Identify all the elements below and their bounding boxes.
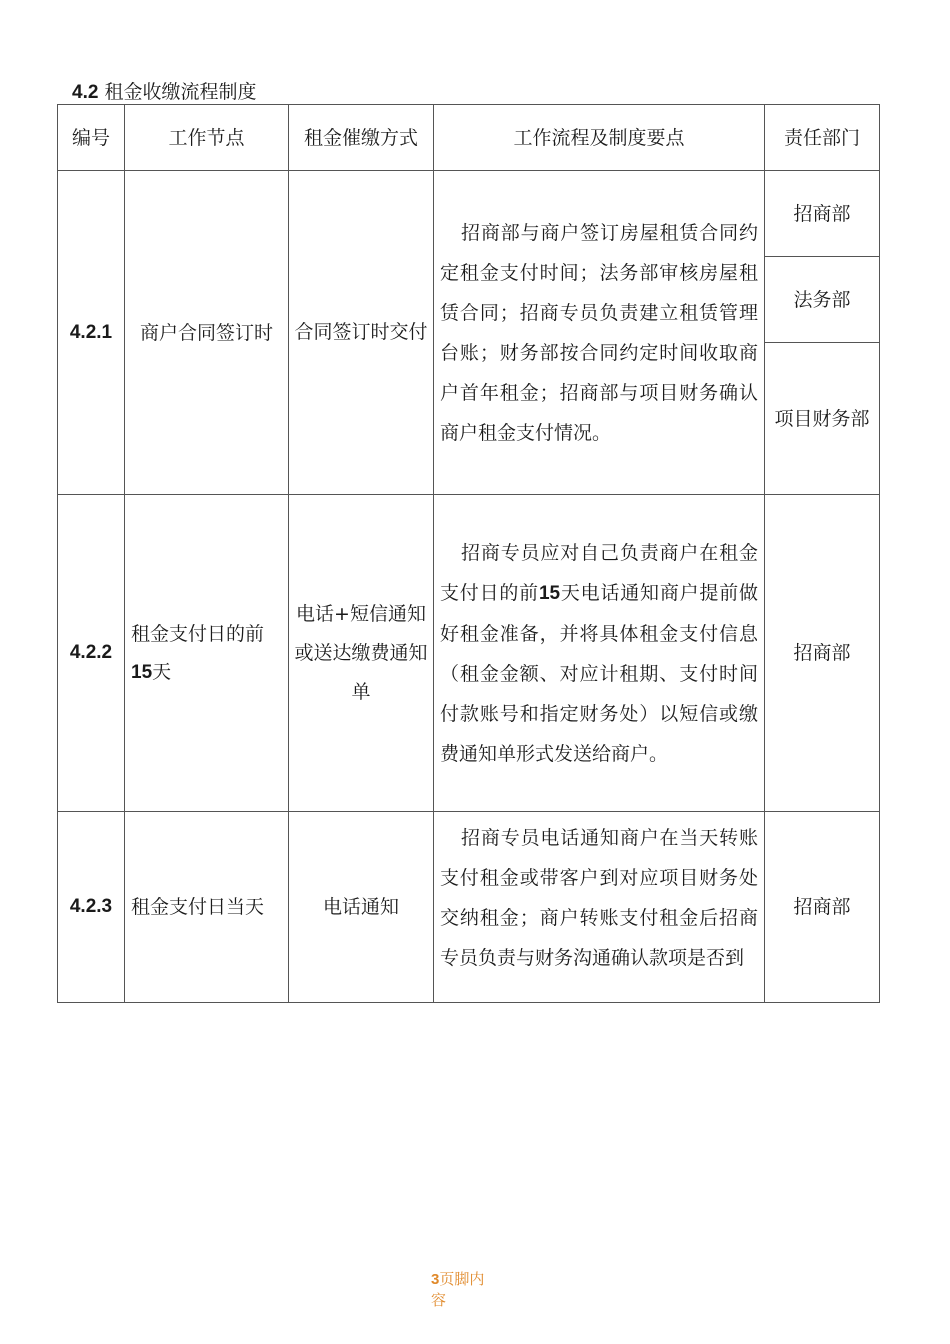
table-row [58, 812, 880, 1003]
header-node: 工作节点 [125, 105, 289, 171]
section-number: 4.2 [72, 82, 99, 103]
rent-collection-table [57, 104, 880, 1003]
row-flow [434, 171, 765, 495]
row-node-text: 天 [152, 660, 172, 683]
row-flow [434, 812, 765, 1003]
row-node [125, 495, 289, 812]
page-footer [431, 1269, 495, 1311]
row-flow-text: 招商专员应对自己负责商户在租金支付日的前 [440, 541, 758, 604]
row-code: 4.2.2 [58, 495, 125, 812]
row-node-text: 租金支付日的前 [131, 622, 265, 645]
row-flow [434, 495, 765, 812]
page-number: 3 [431, 1271, 440, 1288]
row-method: 合同签订时交付 [289, 171, 434, 495]
table-row [58, 171, 880, 257]
row-code: 4.2.3 [58, 812, 125, 1003]
row-dept: 法务部 [765, 257, 880, 343]
row-flow-text: 招商部与商户签订房屋租赁合同约定租金支付时间；法务部审核房屋租赁合同；招商专员负责建立租赁管理台账；财务部按合同约定时间收取商户首年租金；招商部与项目财务确认商户租金支付情况。 [440, 221, 758, 444]
row-node-number: 15 [131, 661, 153, 683]
row-dept: 招商部 [765, 495, 880, 812]
row-code: 4.2.1 [58, 171, 125, 495]
section-title [72, 80, 256, 105]
section-title-text: 租金收缴流程制度 [104, 81, 257, 103]
row-node: 商户合同签订时 [125, 171, 289, 495]
row-method: 电话通知 [289, 812, 434, 1003]
table-header-row [58, 105, 880, 171]
table-row [58, 495, 880, 812]
header-code: 编号 [58, 105, 125, 171]
header-method: 租金催缴方式 [289, 105, 434, 171]
row-dept: 项目财务部 [765, 343, 880, 495]
row-flow-number: 15 [538, 582, 561, 604]
row-method: 电话+短信通知或送达缴费通知单 [289, 495, 434, 812]
header-flow: 工作流程及制度要点 [434, 105, 765, 171]
footer-text: 页脚内容 [431, 1270, 485, 1309]
header-dept: 责任部门 [765, 105, 880, 171]
row-dept: 招商部 [765, 812, 880, 1003]
row-dept: 招商部 [765, 171, 880, 257]
row-flow-text: 天电话通知商户提前做好租金准备，并将具体租金支付信息（租金金额、对应计租期、支付时间付款账号和指定财务处）以短信或缴费通知单形式发送给商户。 [440, 581, 758, 765]
row-node: 租金支付日当天 [125, 812, 289, 1003]
row-flow-text: 招商专员电话通知商户在当天转账支付租金或带客户到对应项目财务处交纳租金；商户转账支付租金后招商专员负责与财务沟通确认款项是否到 [440, 827, 758, 969]
